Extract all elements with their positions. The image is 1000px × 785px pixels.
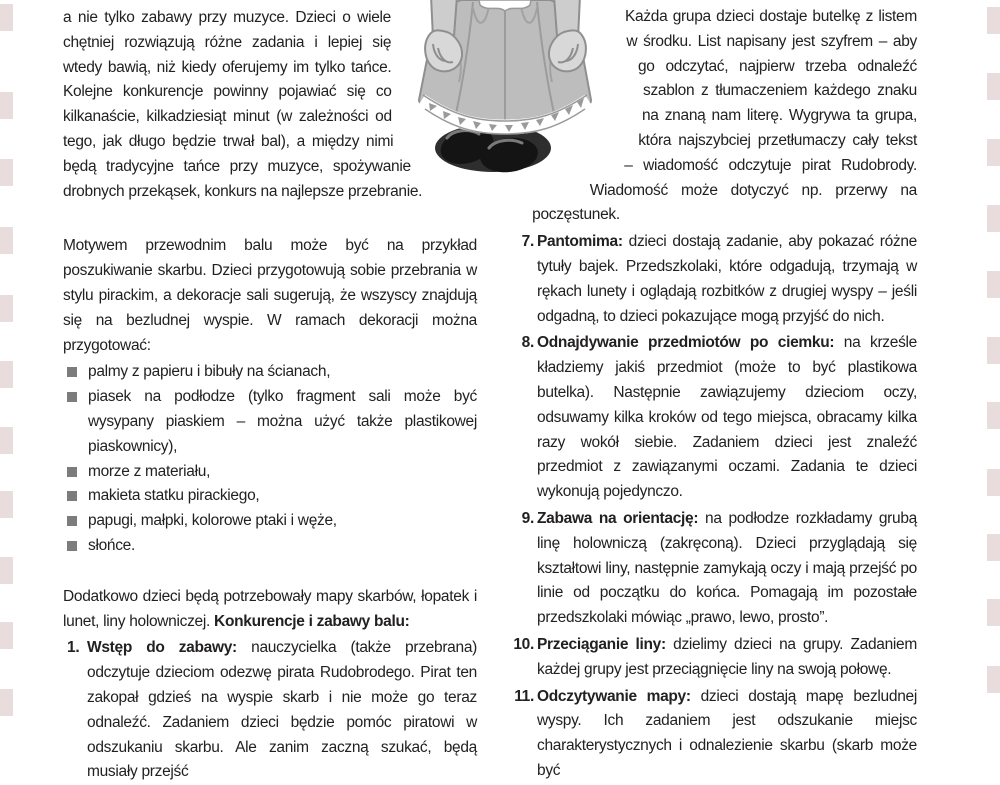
- bullet-square-icon: [67, 516, 77, 526]
- edge-mark: [987, 73, 1000, 100]
- paragraph-text: Każda grupa dzieci dostaje butelkę z listem w środku. List napisany jest szyfrem – aby go odczytać, najpierw trzeba odnaleźć szablon z tłumaczeniem każdego znaku na znaną nam literę. Wygrywa ta grupa, która najszybciej przetłumaczy cały tekst – wiadomość odczytuje pirat Rudobrody. Wiadomość może dotyczyć np. przerwy na poczęstunek.: [532, 8, 917, 224]
- item-number: 9.: [521, 509, 534, 527]
- edge-mark: [987, 271, 1000, 298]
- edge-mark: [987, 469, 1000, 496]
- numbered-item-1: [63, 636, 477, 785]
- bullet-square-icon: [67, 491, 77, 501]
- right-column: [513, 5, 917, 784]
- decoration-bullet-list: [63, 360, 477, 558]
- item-number: 10.: [513, 635, 534, 653]
- numbered-item-11: [513, 685, 917, 784]
- edge-mark: [987, 205, 1000, 232]
- list-item: makieta statku pirackiego,: [63, 484, 477, 509]
- list-item: piasek na podłodze (tylko fragment sali może być wysypany piaskiem – można użyć także plastikowej piaskownicy),: [63, 385, 477, 459]
- list-item: słońce.: [63, 534, 477, 559]
- edge-mark: [987, 534, 1000, 561]
- item-title: Pantomima:: [537, 233, 623, 251]
- edge-mark: [0, 427, 13, 454]
- edge-mark: [987, 7, 1000, 34]
- edge-mark: [0, 92, 13, 119]
- item-text: na krześle kładziemy jakiś przedmiot (może to być plastikowa butelka). Następnie zawiązujemy dzieciom oczy, odsuwamy kilka kroków od tego miejsca, obracamy kilka razy wokół siebie. Zadaniem dzieci jest znaleźć przedmiot z zawiązanymi oczami. Zadania te dzieci wykonują pojedynczo.: [537, 334, 917, 501]
- edge-mark: [0, 361, 13, 388]
- section-heading: Konkurencje i zabawy balu:: [214, 612, 410, 630]
- paragraph-theme: Motywem przewodnim balu może być na przykład poszukiwanie skarbu. Dzieci przygotowują sobie przebrania w stylu pirackim, a dekoracje sali sugerują, że wszyscy znajdują się na bezludnej wyspie. W ramach dekoracji można przygotować:: [63, 237, 477, 354]
- item-number: 7.: [521, 233, 534, 251]
- numbered-item-7: [513, 230, 917, 329]
- list-item: papugi, małpki, kolorowe ptaki i węże,: [63, 509, 477, 534]
- edge-mark: [0, 689, 13, 716]
- edge-mark: [987, 337, 1000, 364]
- edge-mark: [0, 227, 13, 254]
- numbered-item-10: [513, 633, 917, 683]
- numbered-item-9: [513, 507, 917, 631]
- left-column: [63, 6, 477, 785]
- edge-mark: [987, 599, 1000, 626]
- edge-mark: [0, 295, 13, 322]
- edge-mark: [987, 666, 1000, 693]
- edge-mark: [0, 557, 13, 584]
- paragraph-materials: Dodatkowo dzieci będą potrzebowały mapy skarbów, łopatek i lunet, liny holowniczej. Konkurencje i zabawy balu:: [63, 587, 477, 630]
- bullet-square-icon: [67, 541, 77, 551]
- edge-mark: [0, 4, 13, 31]
- item-text: dzielimy dzieci na grupy. Zadaniem każdej grupy jest przeciągnięcie liny na swoją połowę.: [537, 635, 917, 678]
- item-title: Przeciąganie liny:: [537, 635, 666, 653]
- bullet-square-icon: [67, 392, 77, 402]
- image-wrap-spacer: [389, 6, 477, 178]
- edge-mark: [0, 159, 13, 186]
- list-item: morze z materiału,: [63, 460, 477, 485]
- item-text: nauczycielka (także przebrana) odczytuje dzieciom odezwę pirata Rudobrodego. Pirat ten zakopał gdzieś na wyspie skarb i nie może go teraz odnaleźć. Zadaniem dzieci będzie pomóc piratowi w odszukaniu skarbu. Ale zanim zaczną szukać, będą musiały przejść: [87, 639, 478, 781]
- item-title: Odczytywanie mapy:: [537, 687, 691, 705]
- bullet-square-icon: [67, 467, 77, 477]
- numbered-item-8: [513, 331, 917, 505]
- paragraph-text: a nie tylko zabawy przy muzyce. Dzieci o wiele chętniej rozwiązują różne zadania i lepiej się wtedy bawią, niż kiedy oferujemy im tylko tańce. Kolejne konkurencje powinny pojawiać się co kilkanaście, kilkadziesiąt minut (w zależności od tego, jak długo będzie trwał bal), a między nimi będą tradycyjne tańce przy muzyce, spożywanie drobnych przekąsek, konkurs na najlepsze przebranie.: [63, 9, 423, 200]
- item-title: Wstęp do zabawy:: [87, 639, 237, 657]
- edge-mark: [987, 402, 1000, 429]
- paragraph-intro: [63, 6, 477, 204]
- edge-mark: [987, 139, 1000, 166]
- edge-mark: [0, 622, 13, 649]
- item-number: 8.: [521, 334, 534, 352]
- item-title: Odnajdywanie przedmiotów po ciemku:: [537, 334, 835, 352]
- bullet-square-icon: [67, 367, 77, 377]
- item-text: na podłodze rozkładamy grubą linę holowniczą (zakręconą). Dzieci przyglądają się kształtowi liny, następnie zamykają oczy i mają przejść po linie od początku do końca. Pomagają im pozostałe przedszkolaki mówiąc „prawo, lewo, prosto”.: [537, 509, 917, 627]
- item-title: Zabawa na orientację:: [537, 509, 699, 527]
- item-text: dzieci dostają zadanie, aby pokazać różne tytuły bajek. Przedszkolaki, które odgadują, trzymają w rękach lunety i oglądają rozbitków z drugiej wyspy – jeśli odgadną, to dzieci pokazujące mogą przyjść do nich.: [537, 233, 917, 325]
- item-number: 1.: [67, 639, 80, 657]
- item-text: dzieci dostają mapę bezludnej wyspy. Ich zadaniem jest odszukanie miejsc charakterystycznych i odnalezienie skarbu (skarb może być: [537, 687, 917, 779]
- paragraph-cipher: [513, 5, 917, 228]
- edge-mark: [0, 491, 13, 518]
- list-item: palmy z papieru i bibuły na ścianach,: [63, 360, 477, 385]
- item-number: 11.: [514, 687, 534, 705]
